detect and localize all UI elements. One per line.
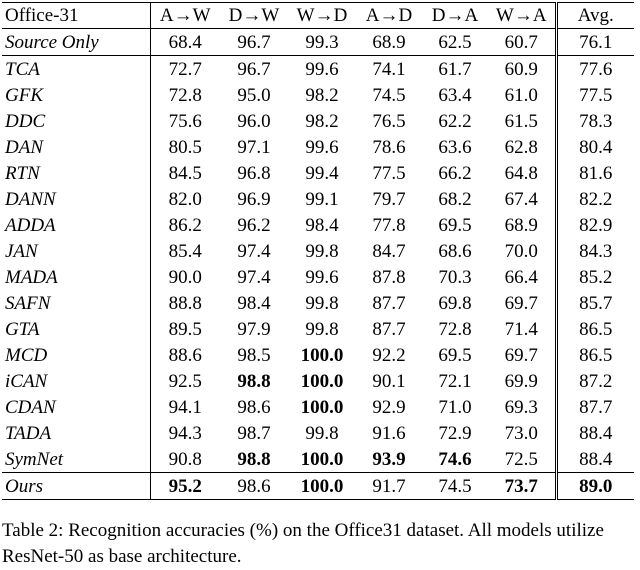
accuracy-cell: 99.8 [305,292,339,314]
table-row [2,264,634,290]
accuracy-cell: 100.0 [300,370,344,392]
accuracy-cell: 72.5 [488,446,556,473]
accuracy-cell: 72.9 [438,422,472,444]
accuracy-cell: 96.0 [237,110,271,132]
average-cell: 82.9 [579,214,613,236]
accuracy-cell: 64.8 [488,160,556,186]
method-name: Ours [2,473,150,500]
table-row [2,420,634,446]
accuracy-cell: 99.6 [305,136,339,158]
average-cell: 84.3 [579,240,613,262]
average-cell: 85.2 [579,266,613,288]
source-only-row [2,29,634,56]
accuracy-cell: 98.5 [237,344,271,366]
table-row [2,316,634,342]
table-row [2,394,634,420]
table-row [2,212,634,238]
average-cell: 77.6 [579,58,613,80]
accuracy-cell: 94.3 [168,422,202,444]
accuracy-cell: 86.2 [168,214,202,236]
method-name: TADA [2,420,150,446]
accuracy-cell: 99.3 [288,29,356,56]
accuracy-cell: 91.7 [356,473,422,500]
method-name: CDAN [2,394,150,420]
accuracy-cell: 69.9 [488,368,556,394]
accuracy-cell: 71.0 [438,396,472,418]
accuracy-cell: 90.1 [372,370,406,392]
accuracy-cell: 98.2 [305,110,339,132]
average-cell: 77.5 [579,84,613,106]
accuracy-cell: 71.4 [488,316,556,342]
accuracy-cell: 74.6 [438,448,472,470]
accuracy-cell: 68.6 [438,240,472,262]
average-cell: 88.4 [579,448,613,470]
accuracy-cell: 68.4 [150,29,220,56]
accuracy-cell: 96.9 [237,188,271,210]
accuracy-cell: 74.1 [372,58,406,80]
accuracy-cell: 98.4 [305,214,339,236]
method-name: Source Only [2,29,150,56]
average-cell: 86.5 [579,318,613,340]
accuracy-cell: 88.8 [168,292,202,314]
accuracy-cell: 95.2 [150,473,220,500]
accuracy-cell: 98.8 [237,370,271,392]
method-name: DDC [2,108,150,134]
table-caption: Table 2: Recognition accuracies (%) on the Office31 dataset. All models utilize ResNet-50 as base architecture. [2,520,604,567]
accuracy-cell: 92.9 [372,396,406,418]
method-name: TCA [2,56,150,83]
header-a-w: A→W [150,3,220,29]
accuracy-cell: 72.1 [438,370,472,392]
average-cell: 80.4 [579,136,613,158]
accuracy-cell: 88.6 [168,344,202,366]
average-cell: 78.3 [579,110,613,132]
accuracy-cell: 98.4 [237,292,271,314]
average-cell: 81.6 [579,162,613,184]
method-name: ADDA [2,212,150,238]
accuracy-cell: 87.7 [372,318,406,340]
accuracy-cell: 87.8 [372,266,406,288]
accuracy-cell: 91.6 [372,422,406,444]
table-row [2,368,634,394]
accuracy-cell: 100.0 [300,448,344,470]
table-row [2,342,634,368]
accuracy-cell: 79.7 [372,188,406,210]
accuracy-cell: 96.2 [237,214,271,236]
accuracy-cell: 69.3 [488,394,556,420]
accuracy-cell: 73.7 [488,473,556,500]
accuracy-cell: 76.5 [372,110,406,132]
method-name: GFK [2,82,150,108]
accuracy-cell: 60.9 [488,56,556,83]
accuracy-cell: 92.5 [168,370,202,392]
accuracy-cell: 68.9 [488,212,556,238]
accuracy-cell: 70.0 [488,238,556,264]
ours-row [2,473,634,500]
method-name: MADA [2,264,150,290]
method-name: MCD [2,342,150,368]
header-w-d: W→D [288,3,356,29]
table-row [2,108,634,134]
accuracy-cell: 72.7 [168,58,202,80]
accuracy-cell: 62.2 [438,110,472,132]
accuracy-cell: 89.5 [168,318,202,340]
accuracy-cell: 97.4 [237,240,271,262]
method-name: iCAN [2,368,150,394]
method-name: SymNet [2,446,150,473]
accuracy-cell: 98.2 [305,84,339,106]
accuracy-cell: 99.8 [305,422,339,444]
accuracy-cell: 63.6 [438,136,472,158]
accuracy-cell: 82.0 [168,188,202,210]
average-cell: 86.5 [579,344,613,366]
accuracy-cell: 99.8 [305,318,339,340]
accuracy-cell: 100.0 [300,396,344,418]
table-row [2,56,634,83]
accuracy-cell: 63.4 [438,84,472,106]
accuracy-cell: 90.0 [168,266,202,288]
method-name: JAN [2,238,150,264]
average-cell: 88.4 [579,422,613,444]
accuracy-cell: 60.7 [488,29,556,56]
accuracy-cell: 99.6 [305,266,339,288]
accuracy-cell: 99.8 [305,240,339,262]
accuracy-cell: 84.7 [372,240,406,262]
accuracy-cell: 87.7 [372,292,406,314]
table-body [2,29,634,500]
accuracy-cell: 68.9 [356,29,422,56]
accuracy-cell: 66.2 [438,162,472,184]
method-name: GTA [2,316,150,342]
accuracy-cell: 100.0 [300,344,344,366]
accuracy-cell: 85.4 [168,240,202,262]
accuracy-cell: 98.7 [237,422,271,444]
method-name: DANN [2,186,150,212]
accuracy-cell: 77.8 [372,214,406,236]
accuracy-cell: 99.4 [305,162,339,184]
accuracy-cell: 98.6 [237,396,271,418]
header-a-d: A→D [356,3,422,29]
table-row [2,290,634,316]
average-cell: 85.7 [579,292,613,314]
table-row [2,134,634,160]
accuracy-cell: 98.8 [237,448,271,470]
accuracy-cell: 84.5 [168,162,202,184]
table-row [2,82,634,108]
results-table [2,2,634,500]
accuracy-cell: 68.2 [438,188,472,210]
accuracy-cell: 61.0 [488,82,556,108]
accuracy-cell: 75.6 [168,110,202,132]
accuracy-cell: 62.5 [422,29,488,56]
accuracy-cell: 67.4 [488,186,556,212]
accuracy-cell: 72.8 [168,84,202,106]
accuracy-cell: 70.3 [438,266,472,288]
accuracy-cell: 61.7 [438,58,472,80]
accuracy-cell: 61.5 [488,108,556,134]
header-w-a: W→A [488,3,556,29]
accuracy-cell: 66.4 [488,264,556,290]
average-cell: 82.2 [579,188,613,210]
header-dataset: Office-31 [2,3,150,29]
accuracy-cell: 90.8 [168,448,202,470]
accuracy-cell: 95.0 [237,84,271,106]
accuracy-cell: 99.6 [305,58,339,80]
accuracy-cell: 73.0 [488,420,556,446]
accuracy-cell: 97.9 [237,318,271,340]
accuracy-cell: 69.7 [488,290,556,316]
accuracy-cell: 92.2 [372,344,406,366]
accuracy-cell: 98.6 [220,473,288,500]
accuracy-cell: 97.4 [237,266,271,288]
average-cell: 87.7 [579,396,613,418]
method-name: DAN [2,134,150,160]
accuracy-cell: 94.1 [168,396,202,418]
accuracy-cell: 97.1 [237,136,271,158]
accuracy-cell: 80.5 [168,136,202,158]
method-name: RTN [2,160,150,186]
average-cell: 87.2 [579,370,613,392]
accuracy-cell: 69.8 [438,292,472,314]
accuracy-cell: 99.1 [305,188,339,210]
accuracy-cell: 77.5 [372,162,406,184]
header-d-a: D→A [422,3,488,29]
accuracy-cell: 69.5 [438,344,472,366]
header-row [2,3,634,29]
method-name: SAFN [2,290,150,316]
header-d-w: D→W [220,3,288,29]
accuracy-cell: 74.5 [372,84,406,106]
accuracy-cell: 62.8 [488,134,556,160]
table-row [2,238,634,264]
accuracy-cell: 96.8 [237,162,271,184]
accuracy-cell: 74.5 [422,473,488,500]
table-row [2,160,634,186]
accuracy-cell: 69.7 [488,342,556,368]
average-cell: 76.1 [556,29,634,56]
header-avg: Avg. [556,3,634,29]
table-row [2,446,634,473]
accuracy-cell: 96.7 [237,58,271,80]
accuracy-cell: 78.6 [372,136,406,158]
accuracy-cell: 93.9 [372,448,406,470]
accuracy-cell: 69.5 [438,214,472,236]
accuracy-cell: 100.0 [288,473,356,500]
table-row [2,186,634,212]
average-cell: 89.0 [556,473,634,500]
accuracy-cell: 96.7 [220,29,288,56]
accuracy-cell: 72.8 [438,318,472,340]
